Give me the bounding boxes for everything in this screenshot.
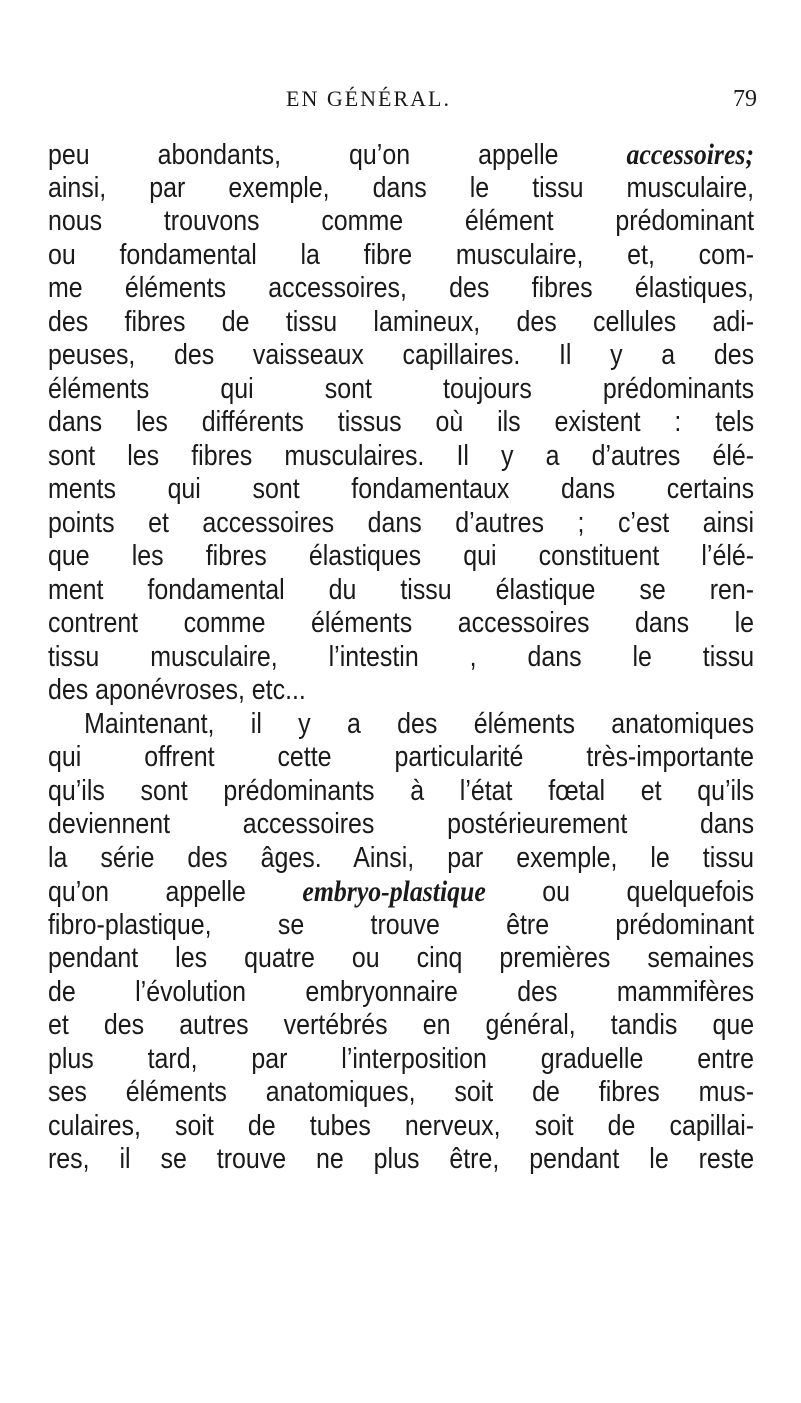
text-line [48,138,754,172]
italic-term: accessoires; [626,138,755,171]
text-line: éléments qui sont toujours prédominants [48,372,755,405]
text-line: peuses, des vaisseaux capillaires. Il y a des [48,339,755,371]
text-line: sont les fibres musculaires. Il y a d’autres élé- [48,439,755,472]
paragraph-2 [48,708,754,1177]
text-segment: ou quelquefois [485,876,755,908]
text-line: des fibres de tissu lamineux, des cellules adi- [48,305,755,338]
text-line: fibro-plastique, se trouve être prédominant [48,908,755,941]
text-line: me éléments accessoires, des fibres élastiques, [48,272,755,304]
text-line: la série des âges. Ainsi, par exemple, le tissu [48,841,755,874]
text-segment: peu abondants, qu’on appelle [48,139,627,171]
text-line: nous trouvons comme élément prédominant [48,205,755,237]
text-line: ment fondamental du tissu élastique se ren- [48,573,755,606]
text-line: culaires, soit de tubes nerveux, soit de capillai- [48,1109,755,1142]
text-line: que les fibres élastiques qui constituent l’élé- [48,540,755,572]
text-line: dans les différents tissus où ils existent : tels [48,406,755,438]
text-line: points et accessoires dans d’autres ; c’est ainsi [48,506,755,539]
text-line: plus tard, par l’interposition graduelle entre [48,1042,755,1075]
text-line: pendant les quatre ou cinq premières semaines [48,942,755,974]
text-line: tissu musculaire, l’intestin , dans le tissu [48,640,755,673]
running-title: EN GÉNÉRAL. [286,86,451,111]
text-line [48,708,754,742]
text-line [48,875,754,909]
text-line: ments qui sont fondamentaux dans certains [48,473,755,505]
text-line: ou fondamental la fibre musculaire, et, com- [48,238,755,271]
text-line: des aponévroses, etc... [48,674,306,706]
text-line: qui offrent cette particularité très-importante [48,741,755,773]
italic-term: embryo-plastique [302,875,486,908]
text-line: de l’évolution embryonnaire des mammifères [48,975,755,1008]
text-line: ainsi, par exemple, dans le tissu musculaire, [48,171,755,204]
body-text [48,138,754,1177]
page-number: 79 [733,86,757,112]
text-line: deviennent accessoires postérieurement dans [48,808,755,840]
text-line: contrent comme éléments accessoires dans le [48,607,755,639]
text-line: qu’ils sont prédominants à l’état fœtal et qu’ils [48,774,755,807]
text-line: res, il se trouve ne plus être, pendant le reste [48,1143,755,1175]
text-segment: qu’on appelle [48,876,303,908]
paragraph-1 [48,138,754,708]
text-line: et des autres vertébrés en général, tandis que [48,1009,755,1041]
text-segment: Maintenant, il y a des éléments anatomiques [84,707,755,740]
text-line: ses éléments anatomiques, soit de fibres mus- [48,1076,755,1108]
running-head [0,86,801,116]
